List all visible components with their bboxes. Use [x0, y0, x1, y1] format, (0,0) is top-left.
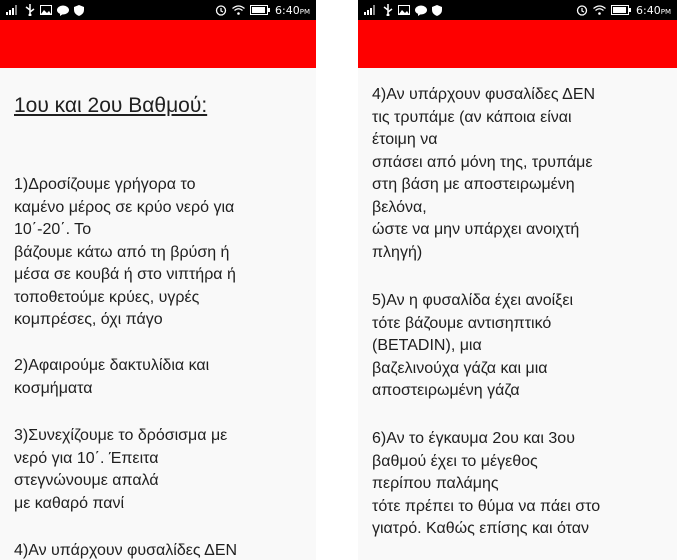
text-line: 4)Αν υπάρχουν φυσαλίδες ΔΕΝ [14, 542, 238, 559]
text-line: (BETADIN), μια [372, 337, 482, 354]
text-line: βαθμού έχει το μέγεθος [372, 452, 538, 470]
status-icons-right [215, 4, 310, 17]
paragraph-step-4 [372, 84, 595, 264]
battery-icon [611, 5, 631, 15]
text-line: περίπου παλάμης [372, 475, 499, 492]
text-line: βάζουμε κάτω από τη βρύση ή [14, 243, 230, 261]
app-toolbar [0, 20, 316, 68]
text-line: ώστε να μην υπάρχει ανοιχτή [372, 221, 580, 238]
text-line: κοσμήματα [14, 379, 93, 397]
paragraph-step-3 [14, 425, 227, 515]
wifi-icon [593, 5, 606, 15]
text-line: τότε πρέπει το θύμα να πάει στο [372, 497, 601, 515]
text-line: αποστειρωμένη γάζα [372, 382, 520, 399]
text-line: καμένο μέρος σε κρύο νερό για [14, 198, 235, 216]
status-bar [358, 0, 677, 20]
content-area[interactable] [358, 68, 677, 560]
alarm-icon [215, 4, 227, 16]
text-line: βελόνα, [372, 198, 427, 216]
wifi-icon [232, 5, 245, 15]
paragraph-step-2 [14, 355, 209, 400]
text-line: βαζελινούχα γάζα και μια [372, 359, 548, 377]
section-heading: 1ου και 2ου Βαθμού: [14, 94, 208, 117]
content-area[interactable] [0, 68, 316, 560]
text-line: κομπρέσες, όχι πάγο [14, 311, 163, 328]
image-icon [40, 5, 52, 15]
status-time: 6:40PM [275, 3, 310, 17]
text-line: 4)Αν υπάρχουν φυσαλίδες ΔΕΝ [372, 86, 596, 103]
text-line: 5)Αν η φυσαλίδα έχει ανοίξει [372, 292, 574, 309]
text-line: στεγνώνουμε απαλά [14, 472, 159, 489]
image-icon [398, 5, 410, 15]
text-line: νερό για 10΄. Έπειτα [14, 449, 159, 467]
app-toolbar [358, 20, 677, 68]
paragraph-step-4-cut [14, 540, 237, 560]
text-line: 1)Δροσίζουμε γρήγορα το [14, 176, 196, 193]
signal-icon [364, 5, 378, 15]
text-line: τοποθετούμε κρύες, υγρές [14, 288, 200, 306]
battery-icon [250, 5, 270, 15]
text-line: 2)Αφαιρούμε δακτυλίδια και [14, 357, 210, 374]
status-time: 6:40PM [636, 3, 671, 17]
paragraph-step-1 [14, 174, 236, 332]
phone-screen-right [358, 0, 677, 560]
status-icons-left [6, 4, 84, 16]
text-line: τις τρυπάμε (αν κάποια είναι [372, 108, 572, 126]
text-line: στη βάση με αποστειρωμένη [372, 176, 575, 193]
status-bar [0, 0, 316, 20]
text-line: έτοιμη να [372, 131, 438, 148]
text-line: με καθαρό πανί [14, 494, 125, 512]
shield-icon [432, 5, 442, 16]
text-line: 10΄-20΄. Το [14, 221, 92, 238]
usb-icon [383, 4, 393, 16]
paragraph-step-6 [372, 428, 600, 541]
line-app-icon [415, 5, 427, 16]
phone-screen-left [0, 0, 316, 560]
text-line: γιατρό. Καθώς επίσης και όταν [372, 520, 590, 537]
text-line: μέσα σε κουβά ή στο νιπτήρα ή [14, 266, 236, 283]
text-line: 3)Συνεχίζουμε το δρόσισμα με [14, 427, 228, 444]
paragraph-step-5 [372, 290, 573, 403]
text-line: σπάσει από μόνη της, τρυπάμε [372, 153, 593, 171]
status-icons-left [364, 4, 442, 16]
signal-icon [6, 5, 20, 15]
shield-icon [74, 5, 84, 16]
usb-icon [25, 4, 35, 16]
text-line: 6)Αν το έγκαυμα 2ου και 3ου [372, 430, 575, 447]
status-icons-right [576, 4, 671, 17]
text-line: τότε βάζουμε αντισηπτικό [372, 314, 552, 332]
line-app-icon [57, 5, 69, 16]
text-line: πληγή) [372, 243, 423, 261]
alarm-icon [576, 4, 588, 16]
